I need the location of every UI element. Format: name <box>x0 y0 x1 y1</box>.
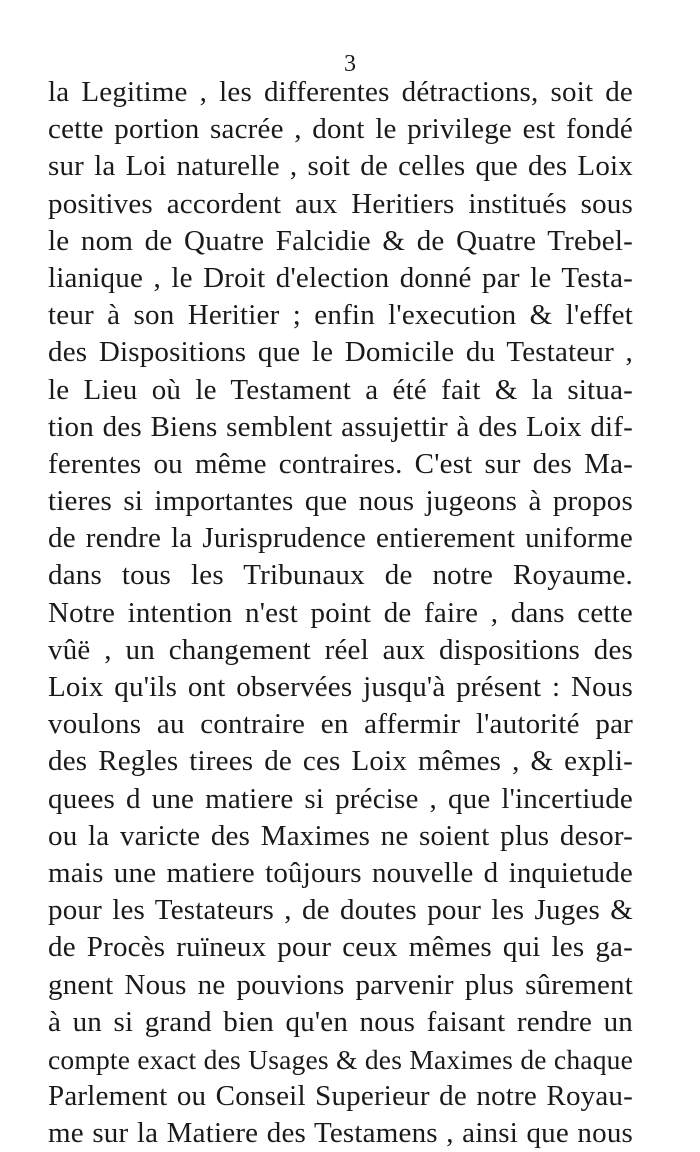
text-line: Parlement ou Conseil Superieur de notre Royau- <box>48 1080 633 1113</box>
text-line: teur à son Heritier ; enfin l'execution & l'effet <box>48 299 633 332</box>
text-line: pour les Testateurs , de doutes pour les Juges & <box>48 894 633 927</box>
text-line: le Lieu où le Testament a été fait & la situa- <box>48 373 633 406</box>
text-line: compte exact des Usages & des Maximes de chaque <box>48 1043 633 1075</box>
text-line: sur la Loi naturelle , soit de celles que des Loix <box>48 150 633 183</box>
body-text <box>48 74 633 1152</box>
text-line: mais une matiere toûjours nouvelle d inquietude <box>48 856 633 889</box>
text-line: dans tous les Tribunaux de notre Royaume. <box>48 559 633 592</box>
page-number: 3 <box>344 51 356 77</box>
text-line: me sur la Matiere des Testamens , ainsi que nous <box>48 1117 633 1150</box>
text-line: cette portion sacrée , dont le privilege est fondé <box>48 113 633 146</box>
text-line: Loix qu'ils ont observées jusqu'à présent : Nous <box>48 671 633 703</box>
text-line: le nom de Quatre Falcidie & de Quatre Trebel- <box>48 224 633 257</box>
text-line: lianique , le Droit d'election donné par le Testa- <box>48 261 633 294</box>
text-line: ou la varicte des Maximes ne soient plus desor- <box>48 819 633 852</box>
text-line: tion des Biens semblent assujettir à des Loix dif- <box>48 410 633 443</box>
text-line: vûë , un changement réel aux dispositions des <box>48 633 633 666</box>
text-line: gnent Nous ne pouvions parvenir plus sûrement <box>48 968 633 1001</box>
text-line: quees d une matiere si précise , que l'incertiude <box>48 782 633 815</box>
text-line: de Procès ruïneux pour ceux mêmes qui les ga- <box>48 931 633 964</box>
text-line: à un si grand bien qu'en nous faisant rendre un <box>48 1005 633 1038</box>
text-line: tieres si importantes que nous jugeons à propos <box>48 485 633 518</box>
text-line: des Dispositions que le Domicile du Testateur , <box>48 336 633 369</box>
text-line: des Regles tirees de ces Loix mêmes , & expli- <box>48 745 633 778</box>
text-line: la Legitime , les differentes détractions, soit de <box>48 76 633 108</box>
text-line: de rendre la Jurisprudence entierement uniforme <box>48 522 633 555</box>
text-line: positives accordent aux Heritiers institués sous <box>48 187 633 220</box>
text-line: ferentes ou même contraires. C'est sur des Ma- <box>48 447 633 480</box>
text-line: Notre intention n'est point de faire , dans cette <box>48 596 633 629</box>
text-line: voulons au contraire en affermir l'autorité par <box>48 708 633 741</box>
